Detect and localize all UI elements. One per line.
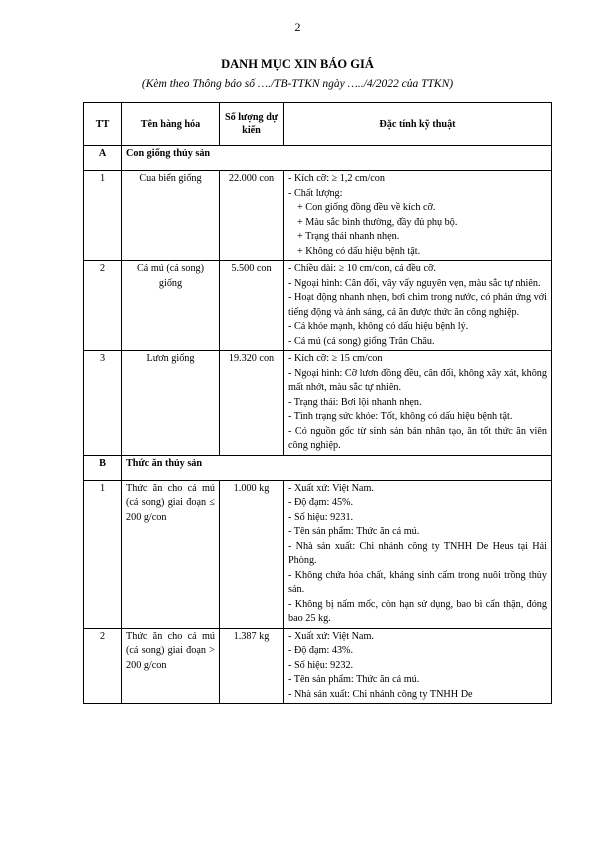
spec-line: - Cá khỏe mạnh, không có dấu hiệu bệnh lý. xyxy=(288,321,469,332)
item-qty: 1.387 kg xyxy=(220,628,284,704)
item-qty: 19.320 con xyxy=(220,351,284,456)
section-code: B xyxy=(84,455,122,480)
spec-line: - Số hiệu: 9232. xyxy=(288,659,354,671)
quotation-table xyxy=(83,102,552,704)
spec-line: - Hoạt động nhanh nhẹn, bơi chìm trong nước, có phản ứng với tiếng động và ánh sáng, cá ăn được thức ăn công nghiệp. xyxy=(288,292,547,318)
spec-line: - Độ đạm: 45%. xyxy=(288,497,354,508)
header-qty: Số lượng dự kiến xyxy=(220,103,284,146)
item-tt: 1 xyxy=(84,480,122,628)
table-row xyxy=(84,351,552,456)
spec-line: - Không chứa hóa chất, kháng sinh cấm trong nuôi trồng thủy sản. xyxy=(288,569,547,595)
item-spec xyxy=(284,261,552,351)
section-row xyxy=(84,455,552,480)
item-name: Cá mú (cá song) giống xyxy=(122,261,220,351)
spec-line: - Nhà sản xuất: Chi nhánh công ty TNHH De Heus tại Hải Phòng. xyxy=(288,540,547,566)
table-header-row xyxy=(84,103,552,146)
section-row xyxy=(84,146,552,171)
spec-line: - Ngoại hình: Cỡ lươn đồng đều, cân đối, không xây xát, không mất nhớt, màu sắc tự nhiên. xyxy=(288,367,547,393)
item-spec xyxy=(284,628,552,704)
spec-line: - Xuất xứ: Việt Nam. xyxy=(288,482,374,494)
page-number: 2 xyxy=(294,20,301,34)
spec-line: + Màu sắc bình thường, đầy đủ phụ bộ. xyxy=(297,216,458,228)
spec-line: + Trạng thái nhanh nhẹn. xyxy=(297,231,400,242)
item-name: Cua biển giống xyxy=(122,171,220,261)
section-code: A xyxy=(84,146,122,171)
header-spec: Đặc tính kỹ thuật xyxy=(284,103,552,146)
spec-line: - Chiều dài: ≥ 10 cm/con, cá đều cỡ. xyxy=(288,263,436,274)
item-tt: 3 xyxy=(84,351,122,456)
spec-line: - Không bị nấm mốc, còn hạn sử dụng, bao bì cẩn thận, đóng bao 25 kg. xyxy=(288,598,547,624)
table-row xyxy=(84,480,552,628)
spec-line: + Không có dấu hiệu bệnh tật. xyxy=(297,245,421,257)
section-name: Thức ăn thủy sản xyxy=(122,455,552,480)
spec-line: + Con giống đồng đều về kích cỡ. xyxy=(297,202,436,213)
item-tt: 1 xyxy=(84,171,122,261)
spec-line: - Xuất xứ: Việt Nam. xyxy=(288,630,374,642)
item-spec xyxy=(284,171,552,261)
item-tt: 2 xyxy=(84,628,122,704)
spec-line: - Tên sản phẩm: Thức ăn cá mú. xyxy=(288,674,420,685)
spec-line: - Tên sản phẩm: Thức ăn cá mú. xyxy=(288,526,420,537)
spec-line: - Chất lượng: xyxy=(288,187,343,199)
spec-line: - Ngoại hình: Cân đối, vây vẩy nguyên vẹn, màu sắc tự nhiên. xyxy=(288,277,541,289)
item-name: Thức ăn cho cá mú (cá song) giai đoạn ≤ 200 g/con xyxy=(122,480,220,628)
table-row xyxy=(84,261,552,351)
item-spec xyxy=(284,351,552,456)
spec-line: - Trạng thái: Bơi lội nhanh nhẹn. xyxy=(288,396,422,408)
header-name: Tên hàng hóa xyxy=(122,103,220,146)
item-name: Lươn giống xyxy=(122,351,220,456)
table-body xyxy=(84,146,552,704)
item-name: Thức ăn cho cá mú (cá song) giai đoạn > 200 g/con xyxy=(122,628,220,704)
item-spec xyxy=(284,480,552,628)
spec-line: - Kích cỡ: ≥ 15 cm/con xyxy=(288,353,383,364)
spec-line: - Tình trạng sức khỏe: Tốt, không có dấu hiệu bệnh tật. xyxy=(288,411,513,422)
spec-line: - Có nguồn gốc từ sinh sản bán nhân tạo, ăn tốt thức ăn viên công nghiệp. xyxy=(288,425,547,451)
table-row xyxy=(84,171,552,261)
item-qty: 5.500 con xyxy=(220,261,284,351)
spec-line: - Kích cỡ: ≥ 1,2 cm/con xyxy=(288,173,385,184)
item-qty: 1.000 kg xyxy=(220,480,284,628)
item-qty: 22.000 con xyxy=(220,171,284,261)
item-tt: 2 xyxy=(84,261,122,351)
spec-line: - Nhà sản xuất: Chi nhánh công ty TNHH De xyxy=(288,688,473,700)
table-row xyxy=(84,628,552,704)
spec-line: - Cá mú (cá song) giống Trân Châu. xyxy=(288,335,435,347)
header-tt: TT xyxy=(84,103,122,146)
document-subtitle: (Kèm theo Thông báo số …./TB-TTKN ngày …../4/2022 của TTKN) xyxy=(141,78,454,90)
section-name: Con giống thủy sản xyxy=(122,146,552,171)
spec-line: - Số hiệu: 9231. xyxy=(288,511,354,523)
document-title: DANH MỤC XIN BÁO GIÁ xyxy=(221,57,374,71)
spec-line: - Độ đạm: 43%. xyxy=(288,645,354,656)
